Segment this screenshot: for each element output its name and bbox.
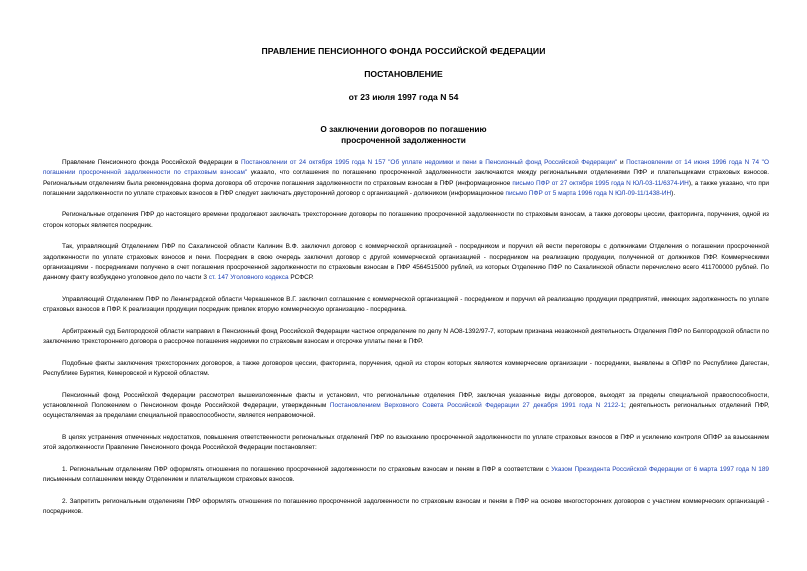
link-presidential-decree-189[interactable]: Указом Президента Российской Федерации от 6 марта 1997 года N 189 xyxy=(551,465,769,473)
text: ). xyxy=(671,189,676,197)
document-title xyxy=(0,124,807,146)
paragraph-3 xyxy=(43,242,769,283)
paragraph-4: Управляющий Отделением ПФР по Ленинградской области Черкашенков В.Г. заключил соглашение с коммерческой организацией - посредником и поручил ей реализацию продукции предприятий, имеющих задолженность по уплате страховых взносов в ПФР. К реализации продукции посредник привлек вторую коммерческую организацию - посредника. xyxy=(43,295,769,314)
link-resolution-157[interactable]: Постановлении от 24 октября 1995 года N 157 "Об уплате недоимки и пени в Пенсионный фонд Российской Федерации" xyxy=(240,159,618,166)
link-resolution-74[interactable]: Постановлении от 14 июня 1996 года N 74 "О погашении просроченной задолженности по страховым взносам" xyxy=(43,159,769,177)
text: Так, управляющий Отделением ПФР по Сахалинской области Калинин В.Ф. заключил договор с коммерческой организацией - посредником и поручил ей вести переговоры с должниками Отделения о погашении просроченной задолженности по уплате страховых взносов и пени. Посредник в свою очередь заключил договор с другой коммерческой организацией - посредником на реализацию продукции, полученной от должников ПФР. Коммерческими организациями - посредниками получено в счет погашения просроченной задолженности по страховым взносам в ПФР 4564515000 рублей, из которых Отделению ПФР по Сахалинской области перечислено всего 411700000 рублей. По данному факту возбуждено уголовное дело по части 3 xyxy=(43,243,769,282)
text: РСФСР. xyxy=(288,274,314,282)
link-letter-1438[interactable]: письмо ПФР от 5 марта 1996 года N ЮЛ-09-11/1438-ИН xyxy=(505,189,672,197)
text: письменным соглашением между Отделением и плательщиком страховых взносов. xyxy=(43,475,295,483)
text: Правление Пенсионного фонда Российской Федерации в xyxy=(62,159,241,166)
text: и xyxy=(617,159,627,166)
text: указало, что соглашения по погашению просроченной задолженности заключаются между региональными отделениями ПФР и плательщиками страховых взносов. Региональным отделениям была рекомендована форма договора об отсрочке погашения задолженности по страховым взносам в ПФР (информационное xyxy=(43,169,769,187)
paragraph-1 xyxy=(43,158,769,199)
link-supreme-council-2122[interactable]: Постановлением Верховного Совета Российской Федерации 27 декабря 1991 года N 2122-1 xyxy=(329,401,625,409)
document-body xyxy=(43,158,769,528)
text: ; деятельность региональных отделений ПФР, осуществляемая за пределами специальной правоспособности, является неправомочной. xyxy=(43,401,769,420)
text: ), а также указано, что при погашении задолженности по уплате страховых взносов в ПФР следует заключать двусторонний договор с организацией - должником (информационное xyxy=(43,179,770,197)
paragraph-7 xyxy=(43,391,769,422)
paragraph-5: Арбитражный суд Белгородской области направил в Пенсионный фонд Российской Федерации частное определение по делу N АО8-1392/97-7, которым признана незаконной деятельность Отделения ПФР по Белгородской области по заключению трехстороннего договора о рассрочке погашения недоимки по страховым взносам и отсрочке уплаты пени в ПФР. xyxy=(43,327,769,346)
title-line-1: О заключении договоров по погашению xyxy=(320,124,487,134)
paragraph-8: В целях устранения отмеченных недостатков, повышения ответственности региональных отделений ПФР по взысканию просроченной задолженности по уплате страховых взносов в ПФР и усилению контроля ОПФР за взысканием этой задолженности Правление Пенсионного фонда Российской Федерации постановляет: xyxy=(43,433,769,452)
paragraph-9 xyxy=(43,465,769,486)
text: 1. Региональным отделениям ПФР оформлять отношения по погашению просроченной задолженности по страховым взносам и пеням в ПФР в соответствии с xyxy=(62,465,552,473)
paragraph-10: 2. Запретить региональным отделениям ПФР оформлять отношения по погашению просроченной задолженности по страховым взносам и пеням в ПФР на основе многосторонних договоров с участием коммерческих организаций - посредников. xyxy=(43,497,769,515)
link-criminal-code-147[interactable]: ст. 147 Уголовного кодекса xyxy=(208,274,289,282)
text: Пенсионный фонд Российской Федерации рассмотрел вышеизложенные факты и установил, что региональные отделения ПФР, заключая указанные виды договоров, выходят за пределы специальной правоспособности, установленной Положением о Пенсионном фонде Российской Федерации, утвержденным xyxy=(43,391,769,409)
paragraph-2: Региональные отделения ПФР до настоящего времени продолжают заключать трехсторонние договоры по погашению просроченной задолженности по страховым взносам, а также договоры цессии, факторинга, поручения, одной из сторон которых является посредник. xyxy=(43,211,769,229)
link-letter-6374[interactable]: письмо ПФР от 27 октября 1995 года N ЮЛ-03-11/6374-ИН xyxy=(512,179,689,187)
document-type: ПОСТАНОВЛЕНИЕ xyxy=(364,69,443,79)
paragraph-6: Подобные факты заключения трехсторонних договоров, а также договоров цессии, факторинга, поручения, одной из сторон которых являются коммерческие организации - посредники, выявлены в ОПФР по Республике Дагестан, Республике Бурятия, Кемеровской и Курской областям. xyxy=(43,359,769,377)
title-line-2: просроченной задолженности xyxy=(341,135,466,145)
document-date: от 23 июля 1997 года N 54 xyxy=(348,92,459,102)
organization-heading: ПРАВЛЕНИЕ ПЕНСИОННОГО ФОНДА РОССИЙСКОЙ ФЕДЕРАЦИИ xyxy=(261,46,546,56)
